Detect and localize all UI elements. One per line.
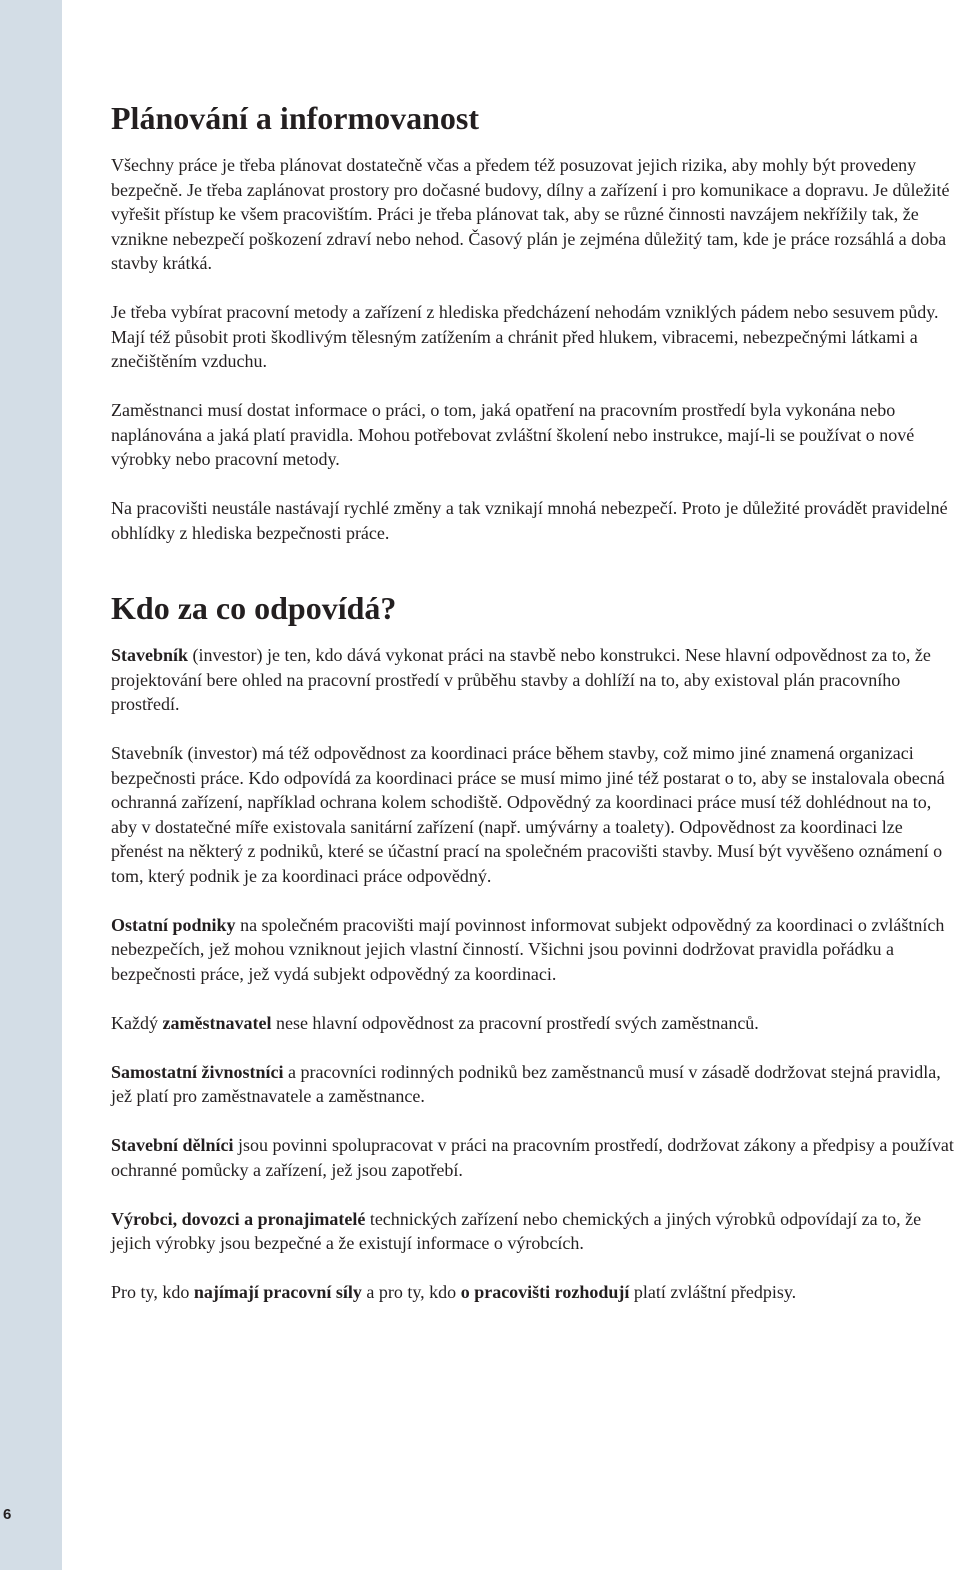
paragraph: Na pracovišti neustále nastávají rychlé změny a tak vznikají mnohá nebezpečí. Proto je důležité provádět pravidelné obhlídky z hlediska bezpečnosti práce. xyxy=(111,498,948,543)
paragraph-employer xyxy=(111,1011,959,1036)
paragraph-manufacturers xyxy=(111,1207,959,1256)
section-title-responsibility: Kdo za co odpovídá? xyxy=(111,590,397,626)
paragraph-text: na společném pracovišti mají povinnost informovat subjekt odpovědný za koordinaci o zvláštních nebezpečích, jež mohou vzniknout jejich vlastní činností. Všichni jsou povinni dodržovat pravidla pořádku a bezpečnosti práce, jež vydá subjekt odpovědný za koordinaci. xyxy=(111,914,945,984)
paragraph-text: Stavebník (investor) má též odpovědnost za koordinaci práce během stavby, což mimo jiné znamená organizaci bezpečnosti práce. Kdo odpovídá za koordinaci práce se musí mimo jiné též postarat o to, aby se instalovala obecná ochranná zařízení, například ochrana kolem schodiště. Odpovědný za koordinaci práce musí též dohlédnout na to, aby v dostatečné míře existovala sanitární zařízení (např. umývárny a toalety). Odpovědnost za koordinaci lze přenést na některý z podniků, které se účastní prací na společném pracovišti stavby. Musí být vyvěšeno oznámení o tom, který podnik je za koordinaci práce odpovědný. xyxy=(111,743,945,886)
bold-term: Výrobci, dovozci a pronajimatelé xyxy=(111,1208,366,1229)
paragraph-self-employed xyxy=(111,1060,959,1109)
bold-term: zaměstnavatel xyxy=(162,1012,272,1033)
paragraph-text: a pracovníci rodinných podniků bez zaměstnanců musí v zásadě dodržovat stejná pravidla, jež platí pro zaměstnavatele a zaměstnance. xyxy=(111,1061,941,1106)
paragraph-workers xyxy=(111,1133,959,1182)
paragraph-text: nese hlavní odpovědnost za pracovní prostředí svých zaměstnanců. xyxy=(271,1012,759,1033)
bold-term: Samostatní živnostníci xyxy=(111,1061,284,1082)
paragraph-text: Každý xyxy=(111,1012,163,1033)
bold-term: Stavební dělníci xyxy=(111,1135,234,1155)
page-content xyxy=(111,96,959,1329)
bold-term: Stavebník xyxy=(111,645,189,665)
side-color-band xyxy=(0,0,62,1570)
paragraph-text: a pro ty, kdo xyxy=(361,1282,461,1302)
bold-term: Ostatní podniky xyxy=(111,914,236,935)
paragraph-text: (investor) je ten, kdo dává vykonat práci na stavbě nebo konstrukci. Nese hlavní odpovědnost za to, že projektování bere ohled na pracovní prostředí v průběhu stavby a dohlíží na to, aby existoval plán pracovního prostředí. xyxy=(111,645,931,714)
paragraph-text: platí zvláštní předpisy. xyxy=(629,1282,797,1302)
bold-term: najímají pracovní síly xyxy=(193,1282,362,1302)
paragraph: Všechny práce je třeba plánovat dostatečně včas a předem též posuzovat jejich rizika, aby mohly být provedeny bezpečně. Je třeba zaplánovat prostory pro dočasné budovy, dílny a zařízení i pro komunikace a dopravu. Je důležité vyřešit přístup ke všem pracovištím. Práci je třeba plánovat tak, aby se různé činnosti navzájem nekřížily tak, že vznikne nebezpečí poškození zdraví nebo nehod. Časový plán je zejména důležitý tam, kde je práce rozsáhlá a doba stavby krátká. xyxy=(111,155,950,273)
page-number: 6 xyxy=(3,1506,12,1523)
paragraph: Zaměstnanci musí dostat informace o práci, o tom, jaká opatření na pracovním prostředí byla vykonána nebo naplánována a jaká platí pravidla. Mohou potřebovat zvláštní školení nebo instrukce, mají-li se používat o nové výrobky nebo pracovní metody. xyxy=(111,400,915,469)
paragraph-text: technických zařízení nebo chemických a jiných výrobků odpovídají za to, že jejich výrobky jsou bezpečné a že existují informace o výrobcích. xyxy=(111,1208,922,1253)
bold-term: o pracovišti rozhodují xyxy=(460,1282,630,1302)
section-title-planning: Plánování a informovanost xyxy=(111,100,480,136)
paragraph-other-companies xyxy=(111,913,959,987)
paragraph-text: Pro ty, kdo xyxy=(111,1282,194,1302)
paragraph-coordination xyxy=(111,741,959,888)
paragraph-investor xyxy=(111,643,959,717)
paragraph-text: jsou povinni spolupracovat v práci na pracovním prostředí, dodržovat zákony a předpisy a používat ochranné pomůcky a zařízení, jež jsou zapotřebí. xyxy=(111,1135,954,1180)
paragraph: Je třeba vybírat pracovní metody a zařízení z hlediska předcházení nehodám vzniklých pádem nebo sesuvem půdy. Mají též působit proti škodlivým tělesným zatížením a chránit před hlukem, vibracemi, nebezpečnými látkami a znečištěním vzduchu. xyxy=(111,302,939,371)
paragraph-special-rules xyxy=(111,1280,959,1305)
